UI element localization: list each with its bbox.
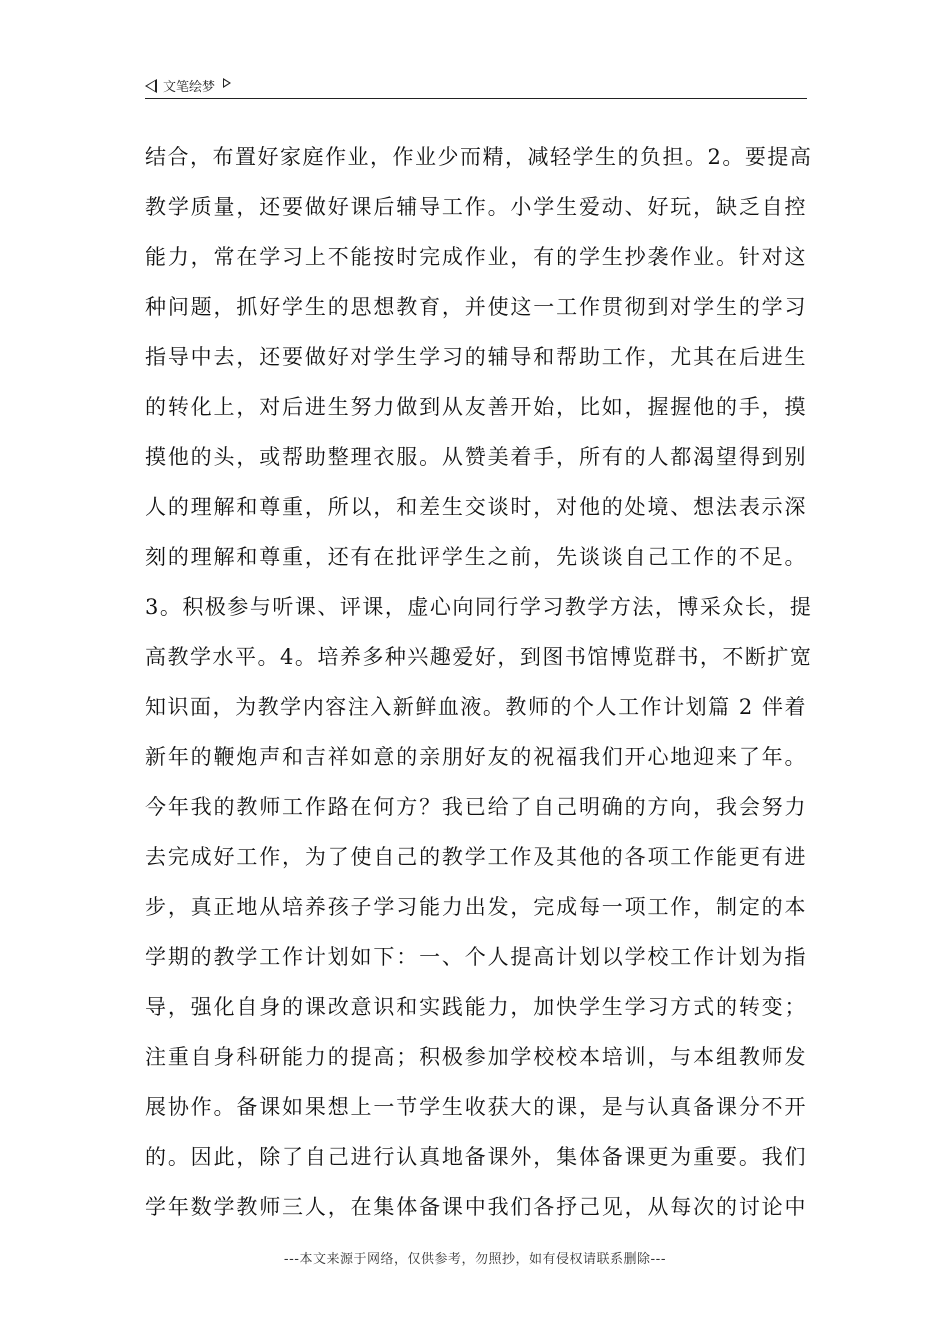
- triangle-left-icon: [145, 79, 157, 93]
- body-line: 指导中去，还要做好对学生学习的辅导和帮助工作，尤其在后进生: [145, 345, 807, 369]
- body-line: 的。因此，除了自己进行认真地备课外，集体备课更为重要。我们: [145, 1145, 807, 1169]
- document-body: [145, 132, 813, 1232]
- body-line: 3。积极参与听课、评课，虚心向同行学习教学方法，博采众长，提: [145, 595, 813, 619]
- body-line: 导，强化自身的课改意识和实践能力，加快学生学习方式的转变；: [145, 995, 807, 1019]
- body-line: 去完成好工作，为了使自己的教学工作及其他的各项工作能更有进: [145, 845, 807, 869]
- body-line: 学期的教学工作计划如下：一、个人提高计划以学校工作计划为指: [145, 945, 807, 969]
- body-line: 注重自身科研能力的提高；积极参加学校校本培训，与本组教师发: [145, 1045, 807, 1069]
- body-line: 摸他的头，或帮助整理衣服。从赞美着手，所有的人都渴望得到别: [145, 445, 807, 469]
- header-title: 文笔绘梦: [163, 80, 216, 95]
- body-line: 今年我的教师工作路在何方？我已给了自己明确的方向，我会努力: [145, 795, 807, 819]
- body-line: 知识面，为教学内容注入新鲜血液。教师的个人工作计划篇 2 伴着: [145, 695, 807, 719]
- body-line: 展协作。备课如果想上一节学生收获大的课，是与认真备课分不开: [145, 1095, 807, 1119]
- body-line: 结合，布置好家庭作业，作业少而精，减轻学生的负担。2。要提高: [145, 145, 813, 169]
- page-header: [145, 74, 807, 99]
- body-line: 刻的理解和尊重，还有在批评学生之前，先谈谈自己工作的不足。: [145, 545, 807, 569]
- body-line: 高教学水平。4。培养多种兴趣爱好，到图书馆博览群书，不断扩宽: [145, 645, 813, 669]
- header-brand: [145, 76, 231, 95]
- body-line: 种问题，抓好学生的思想教育，并使这一工作贯彻到对学生的学习: [145, 295, 807, 319]
- page-footer: ---本文来源于网络，仅供参考，勿照抄，如有侵权请联系删除---: [283, 1252, 667, 1267]
- body-line: 教学质量，还要做好课后辅导工作。小学生爱动、好玩，缺乏自控: [145, 195, 807, 219]
- body-line: 的转化上，对后进生努力做到从友善开始，比如，握握他的手，摸: [145, 395, 807, 419]
- body-line: 学年数学教师三人，在集体备课中我们各抒己见，从每次的讨论中: [145, 1195, 807, 1219]
- body-line: 人的理解和尊重，所以，和差生交谈时，对他的处境、想法表示深: [145, 495, 807, 519]
- body-line: 能力，常在学习上不能按时完成作业，有的学生抄袭作业。针对这: [145, 245, 807, 269]
- triangle-right-icon: [223, 78, 231, 88]
- body-line: 步，真正地从培养孩子学习能力出发，完成每一项工作，制定的本: [145, 895, 807, 919]
- body-line: 新年的鞭炮声和吉祥如意的亲朋好友的祝福我们开心地迎来了年。: [145, 745, 807, 769]
